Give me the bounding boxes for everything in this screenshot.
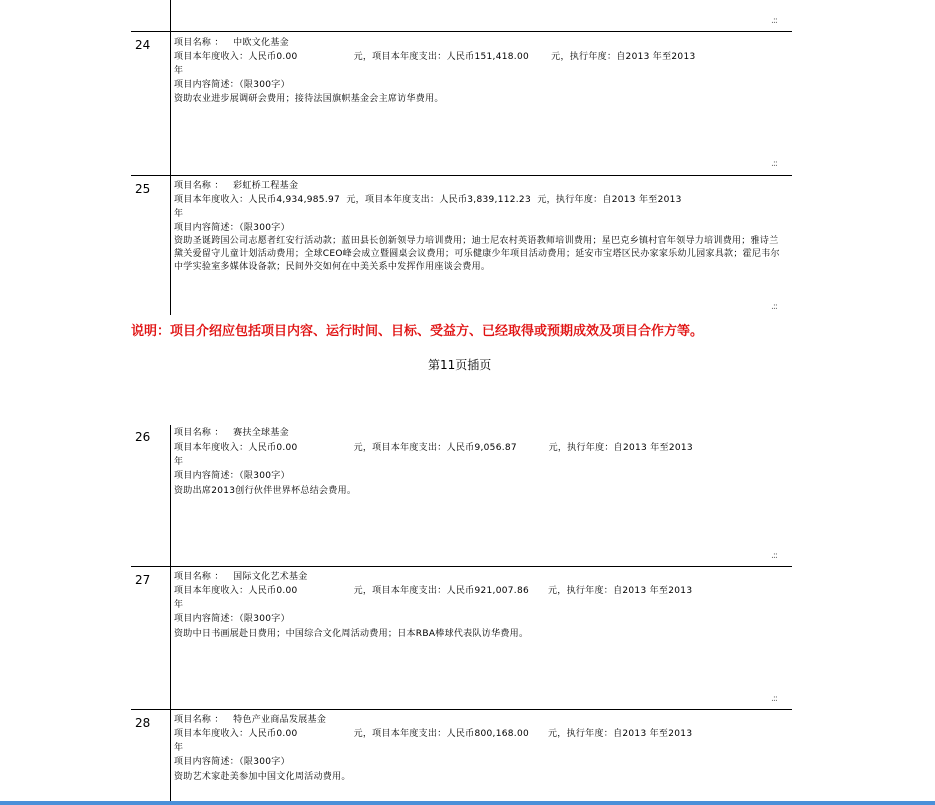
desc-label: 项目内容简述：（限300字）: [174, 471, 290, 481]
table-divider: [170, 425, 171, 566]
window-bottom-bar: [0, 801, 935, 805]
year-suffix: 年: [174, 457, 184, 467]
project-description: 资助艺术家赴美参加中国文化周活动费用。: [174, 772, 351, 782]
project-name: 彩虹桥工程基金: [233, 181, 299, 191]
resize-grip-icon: .::: [771, 551, 777, 561]
desc-label: 项目内容简述：（限300字）: [174, 223, 290, 233]
table-rule: [131, 566, 792, 567]
resize-grip-icon: .::: [771, 159, 777, 169]
project-finance-line: 项目本年度收入：人民币4,934,985.97 元，项目本年度支出：人民币3,839,112.23 元，执行年度：自2013 年至2013: [174, 195, 682, 205]
resize-grip-icon: .::: [771, 694, 777, 704]
project-description: 资助圣诞跨国公司志愿者红安行活动款；蓝田县长创新领导力培训费用；迪士尼农村英语教师培训费用；星巴克乡镇村官年领导力培训费用；雅诗兰黛关爱留守儿童计划活动费用；全球CEO峰会成立暨圆桌会议费用；可乐健康少年项目活动费用；延安市宝塔区民办家家乐幼儿园家具款；霍尼韦尔中学实验室多媒体设备款；民间外交如何在中美关系中发挥作用座谈会费用。: [174, 236, 780, 272]
project-name-line: 项目名称 ： 国际文化艺术基金: [174, 572, 308, 582]
table-divider: [170, 709, 171, 801]
project-finance-line: 项目本年度收入：人民币0.00 元，项目本年度支出：人民币800,168.00 元，执行年度：自2013 年至2013: [174, 729, 693, 739]
table-rule: [131, 31, 792, 32]
project-name: 赛扶全球基金: [233, 428, 289, 438]
project-description: 资助中日书画展赴日费用；中国综合文化周活动费用；日本RBA棒球代表队访华费用。: [174, 629, 529, 639]
desc-label: 项目内容简述：（限300字）: [174, 614, 290, 624]
row-number: 27: [135, 573, 151, 587]
table-rule: [131, 709, 792, 710]
row-number: 28: [135, 716, 151, 730]
table-divider: [170, 566, 171, 709]
project-finance-line: 项目本年度收入：人民币0.00 元，项目本年度支出：人民币921,007.86 元，执行年度：自2013 年至2013: [174, 586, 693, 596]
project-description: 资助出席2013创行伙伴世界杯总结会费用。: [174, 486, 357, 496]
table-divider: [170, 0, 171, 31]
year-suffix: 年: [174, 743, 184, 753]
project-finance-line: 项目本年度收入：人民币0.00 元，项目本年度支出：人民币9,056.87 元，执行年度：自2013 年至2013: [174, 443, 693, 453]
project-name-line: 项目名称 ： 赛扶全球基金: [174, 428, 289, 438]
project-name-line: 项目名称 ： 中欧文化基金: [174, 38, 289, 48]
year-suffix: 年: [174, 600, 184, 610]
project-name: 特色产业商品发展基金: [233, 715, 327, 725]
table-rule: [131, 175, 792, 176]
desc-label: 项目内容简述：（限300字）: [174, 80, 290, 90]
row-number: 24: [135, 38, 151, 52]
year-suffix: 年: [174, 209, 184, 219]
instruction-note: 说明：项目介绍应包括项目内容、运行时间、目标、受益方、已经取得或预期成效及项目合作方等。: [131, 324, 704, 339]
project-name: 中欧文化基金: [233, 38, 289, 48]
project-name-line: 项目名称 ： 特色产业商品发展基金: [174, 715, 327, 725]
table-divider: [170, 175, 171, 315]
resize-grip-icon: .::: [771, 16, 777, 26]
desc-label: 项目内容简述：（限300字）: [174, 757, 290, 767]
project-name: 国际文化艺术基金: [233, 572, 308, 582]
project-name-line: 项目名称 ： 彩虹桥工程基金: [174, 181, 299, 191]
project-description: 资助农业进步展调研会费用；接待法国旗帜基金会主席访华费用。: [174, 94, 444, 104]
row-number: 26: [135, 430, 151, 444]
page-label: 第11页插页: [428, 358, 492, 372]
table-divider: [170, 31, 171, 175]
resize-grip-icon: .::: [771, 302, 777, 312]
year-suffix: 年: [174, 66, 184, 76]
row-number: 25: [135, 182, 151, 196]
project-finance-line: 项目本年度收入：人民币0.00 元，项目本年度支出：人民币151,418.00 元，执行年度：自2013 年至2013: [174, 52, 696, 62]
